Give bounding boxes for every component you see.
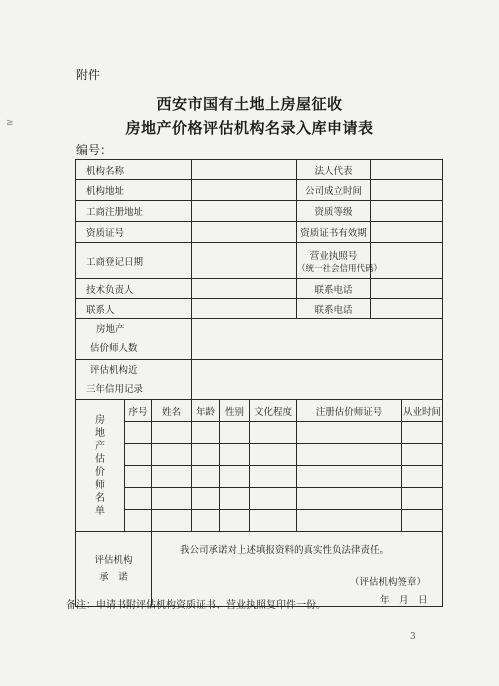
- label-credit-record-line1: 评估机构近: [90, 364, 138, 376]
- serial-number-label: 编号：: [76, 143, 113, 157]
- field-qualification-cert[interactable]: [192, 222, 297, 243]
- roster-cell[interactable]: [297, 422, 402, 444]
- roster-label-char: 产: [95, 440, 105, 452]
- label-technical-lead: 技术负责人: [76, 279, 192, 299]
- row-institution-name: [76, 160, 443, 180]
- roster-cell[interactable]: [402, 488, 443, 510]
- label-institution-address: 机构地址: [76, 180, 192, 201]
- title-line-1: 西安市国有土地上房屋征收: [156, 95, 343, 113]
- label-institution-name: 机构名称: [76, 160, 192, 180]
- roster-cell[interactable]: [152, 510, 192, 532]
- row-contact-person: [76, 299, 443, 319]
- date-label: 年 月 日: [380, 595, 428, 606]
- roster-cell[interactable]: [192, 466, 220, 488]
- roster-row: [76, 466, 443, 488]
- roster-cell[interactable]: [125, 466, 152, 488]
- roster-cell[interactable]: [192, 422, 220, 444]
- col-header-experience: 从业时间: [402, 400, 443, 422]
- roster-cell[interactable]: [297, 466, 402, 488]
- roster-cell[interactable]: [402, 444, 443, 466]
- label-credit-record: [76, 360, 192, 400]
- col-header-age: 年龄: [192, 400, 220, 422]
- label-estimators-count-line1: 房地产: [96, 324, 125, 335]
- roster-row: [76, 510, 443, 532]
- roster-cell[interactable]: [125, 488, 152, 510]
- field-phone-1[interactable]: [371, 279, 443, 299]
- roster-cell[interactable]: [402, 466, 443, 488]
- field-contact-person[interactable]: [192, 299, 297, 319]
- label-registration-date: 工商登记日期: [76, 243, 192, 279]
- field-established-date[interactable]: [371, 180, 443, 201]
- roster-label-char: 地: [95, 427, 105, 439]
- roster-cell[interactable]: [192, 488, 220, 510]
- field-legal-rep[interactable]: [371, 160, 443, 180]
- margin-mark: ≥: [6, 118, 14, 128]
- row-credit-record: [76, 360, 443, 400]
- roster-label-char: 估: [95, 453, 105, 465]
- field-institution-address[interactable]: [192, 180, 297, 201]
- footnote: 备注：申请书附评估机构资质证书、营业执照复印件一份。: [66, 600, 326, 611]
- field-technical-lead[interactable]: [192, 279, 297, 299]
- field-registration-date[interactable]: [192, 243, 297, 279]
- roster-cell[interactable]: [402, 422, 443, 444]
- label-qualification-level: 资质等级: [297, 201, 371, 222]
- row-qualification-cert: [76, 222, 443, 243]
- label-business-license-line1: 营业执照号: [309, 250, 358, 262]
- roster-cell[interactable]: [250, 444, 297, 466]
- roster-cell[interactable]: [152, 466, 192, 488]
- roster-cell[interactable]: [297, 510, 402, 532]
- row-registered-address: [76, 201, 443, 222]
- label-phone-2: 联系电话: [297, 299, 371, 319]
- label-business-license: [297, 243, 383, 279]
- roster-row: [76, 488, 443, 510]
- roster-cell[interactable]: [250, 422, 297, 444]
- roster-cell[interactable]: [152, 444, 192, 466]
- label-roster: [76, 400, 125, 532]
- roster-cell[interactable]: [250, 488, 297, 510]
- label-estimators-count: [76, 319, 192, 360]
- field-estimators-count[interactable]: [192, 319, 443, 360]
- label-credit-record-line2: 三年信用记录: [86, 383, 144, 395]
- roster-label-char: 单: [95, 505, 105, 517]
- page-number: 3: [410, 632, 416, 642]
- label-phone-1: 联系电话: [297, 279, 371, 299]
- roster-cell[interactable]: [220, 510, 250, 532]
- field-institution-name[interactable]: [192, 160, 297, 180]
- roster-cell[interactable]: [125, 444, 152, 466]
- roster-cell[interactable]: [220, 488, 250, 510]
- roster-label-char: 价: [95, 466, 105, 478]
- roster-cell[interactable]: [125, 422, 152, 444]
- row-estimators-count: [76, 319, 443, 360]
- label-commitment-line1: 评估机构: [94, 555, 133, 566]
- label-qualification-cert: 资质证号: [76, 222, 192, 243]
- row-institution-address: [76, 180, 443, 201]
- label-legal-rep: 法人代表: [297, 160, 371, 180]
- field-qualification-level[interactable]: [371, 201, 443, 222]
- field-registered-address[interactable]: [192, 201, 297, 222]
- roster-row: [76, 422, 443, 444]
- row-technical-lead: [76, 279, 443, 299]
- col-header-cert-no: 注册估价师证号: [297, 400, 402, 422]
- seal-label: （评估机构签章）: [350, 577, 427, 588]
- roster-cell[interactable]: [192, 444, 220, 466]
- col-header-education: 文化程度: [250, 400, 297, 422]
- roster-row: [76, 444, 443, 466]
- label-established-date: 公司成立时间: [297, 180, 371, 201]
- label-estimators-count-line2: 估价师人数: [90, 343, 138, 354]
- roster-cell[interactable]: [125, 510, 152, 532]
- roster-cell[interactable]: [250, 510, 297, 532]
- label-commitment-line2: 承 诺: [99, 572, 128, 583]
- roster-cell[interactable]: [297, 444, 402, 466]
- label-registered-address: 工商注册地址: [76, 201, 192, 222]
- col-header-no: 序号: [125, 400, 152, 422]
- commitment-statement: 我公司承诺对上述填报资料的真实性负法律责任。: [180, 545, 390, 556]
- roster-cell[interactable]: [402, 510, 443, 532]
- attachment-label: 附件: [76, 68, 101, 82]
- label-cert-validity: 资质证书有效期: [297, 222, 371, 243]
- col-header-gender: 性别: [220, 400, 250, 422]
- field-phone-2[interactable]: [371, 299, 443, 319]
- roster-cell[interactable]: [297, 488, 402, 510]
- field-credit-record[interactable]: [192, 360, 443, 400]
- roster-cell[interactable]: [192, 510, 220, 532]
- roster-cell[interactable]: [152, 488, 192, 510]
- roster-label-char: 名: [95, 492, 105, 504]
- label-business-license-line2: （统一社会信用代码）: [297, 263, 383, 274]
- label-contact-person: 联系人: [76, 299, 192, 319]
- roster-cell[interactable]: [220, 466, 250, 488]
- roster-cell[interactable]: [250, 466, 297, 488]
- roster-label-char: 房: [95, 414, 105, 426]
- row-registration-date: [76, 243, 443, 279]
- title-line-2: 房地产价格评估机构名录入库申请表: [125, 119, 374, 137]
- roster-cell[interactable]: [220, 422, 250, 444]
- roster-label-char: 师: [95, 479, 105, 491]
- application-form-table: [75, 159, 443, 607]
- roster-cell[interactable]: [220, 444, 250, 466]
- col-header-name: 姓名: [152, 400, 192, 422]
- field-cert-validity[interactable]: [371, 222, 443, 243]
- roster-header-row: [76, 400, 443, 422]
- roster-cell[interactable]: [152, 422, 192, 444]
